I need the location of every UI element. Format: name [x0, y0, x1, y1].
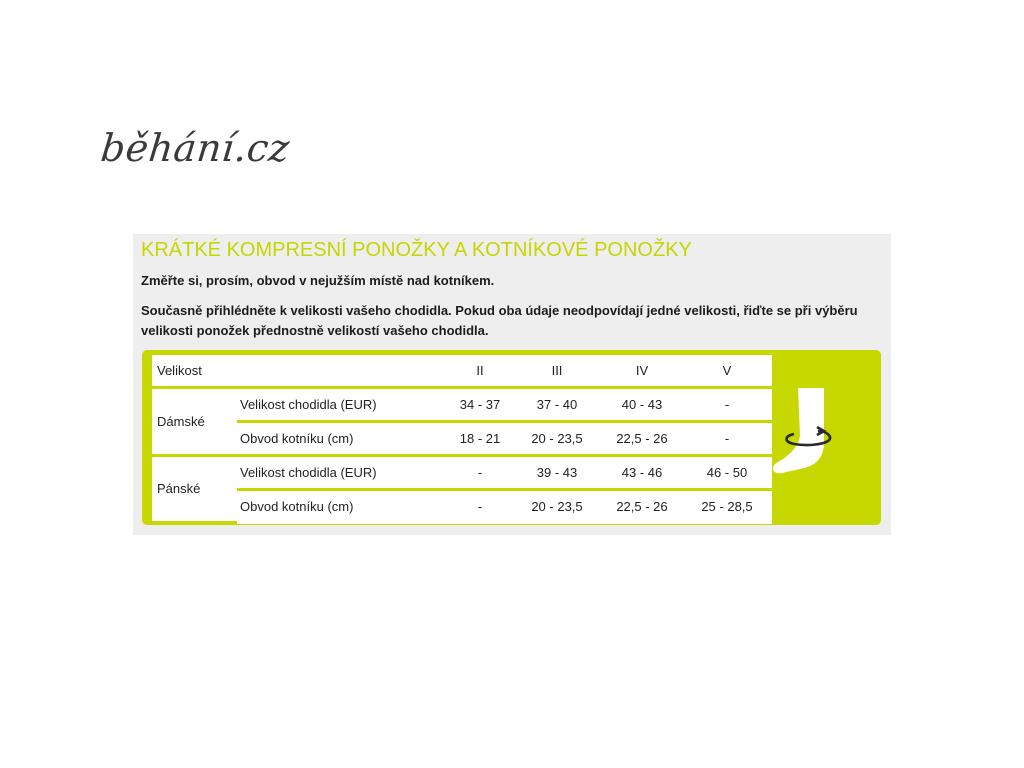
measure-instruction: Změřte si, prosím, obvod v nejužším místě nad kotníkem.	[141, 273, 495, 288]
row-label: Velikost chodidla (EUR)	[237, 456, 448, 490]
header-size: II	[448, 355, 512, 388]
table-cell: -	[448, 456, 512, 490]
table-cell: 20 - 23,5	[512, 422, 602, 456]
size-table-frame	[142, 350, 881, 525]
table-cell: 34 - 37	[448, 388, 512, 422]
table-cell: 37 - 40	[512, 388, 602, 422]
chart-title: KRÁTKÉ KOMPRESNÍ PONOŽKY A KOTNÍKOVÉ PONOŽKY	[141, 239, 692, 261]
table-cell: 22,5 - 26	[616, 499, 668, 514]
header-size: IV	[602, 355, 682, 388]
group-label: Dámské	[152, 388, 237, 456]
table-cell: 46 - 50	[682, 456, 772, 490]
table-cell: 22,5 - 26	[602, 422, 682, 456]
row-label: Velikost chodidla (EUR)	[237, 388, 448, 422]
table-cell: 39 - 43	[512, 456, 602, 490]
table-row	[152, 388, 772, 422]
table-row	[152, 422, 772, 456]
table-cell: 40 - 43	[602, 388, 682, 422]
table-header-row	[152, 355, 772, 388]
group-label: Pánské	[152, 456, 237, 523]
table-cell: 43 - 46	[602, 456, 682, 490]
size-chart-panel	[133, 234, 891, 535]
row-label: Obvod kotníku (cm)	[240, 499, 354, 514]
table-row	[152, 490, 772, 523]
table-cell: -	[682, 388, 772, 422]
header-size: V	[682, 355, 772, 388]
table-cell: -	[682, 422, 772, 456]
table-cell: 18 - 21	[448, 422, 512, 456]
table-row	[152, 456, 772, 490]
size-table	[152, 355, 772, 524]
header-label: Velikost	[152, 355, 448, 388]
foot-ankle-measure-icon	[760, 384, 860, 484]
table-cell: 20 - 23,5	[531, 499, 583, 514]
row-label: Obvod kotníku (cm)	[237, 422, 448, 456]
table-cell: 25 - 28,5	[701, 499, 753, 514]
header-size: III	[512, 355, 602, 388]
site-logo[interactable]: běhání.cz	[98, 126, 292, 170]
foot-size-note: Současně přihlédněte k velikosti vašeho chodidla. Pokud oba údaje neodpovídají jedné velikosti, řiďte se při výběru velikosti ponožek přednostně velikostí vašeho chodidla.	[141, 303, 858, 338]
table-cell: -	[477, 499, 483, 514]
